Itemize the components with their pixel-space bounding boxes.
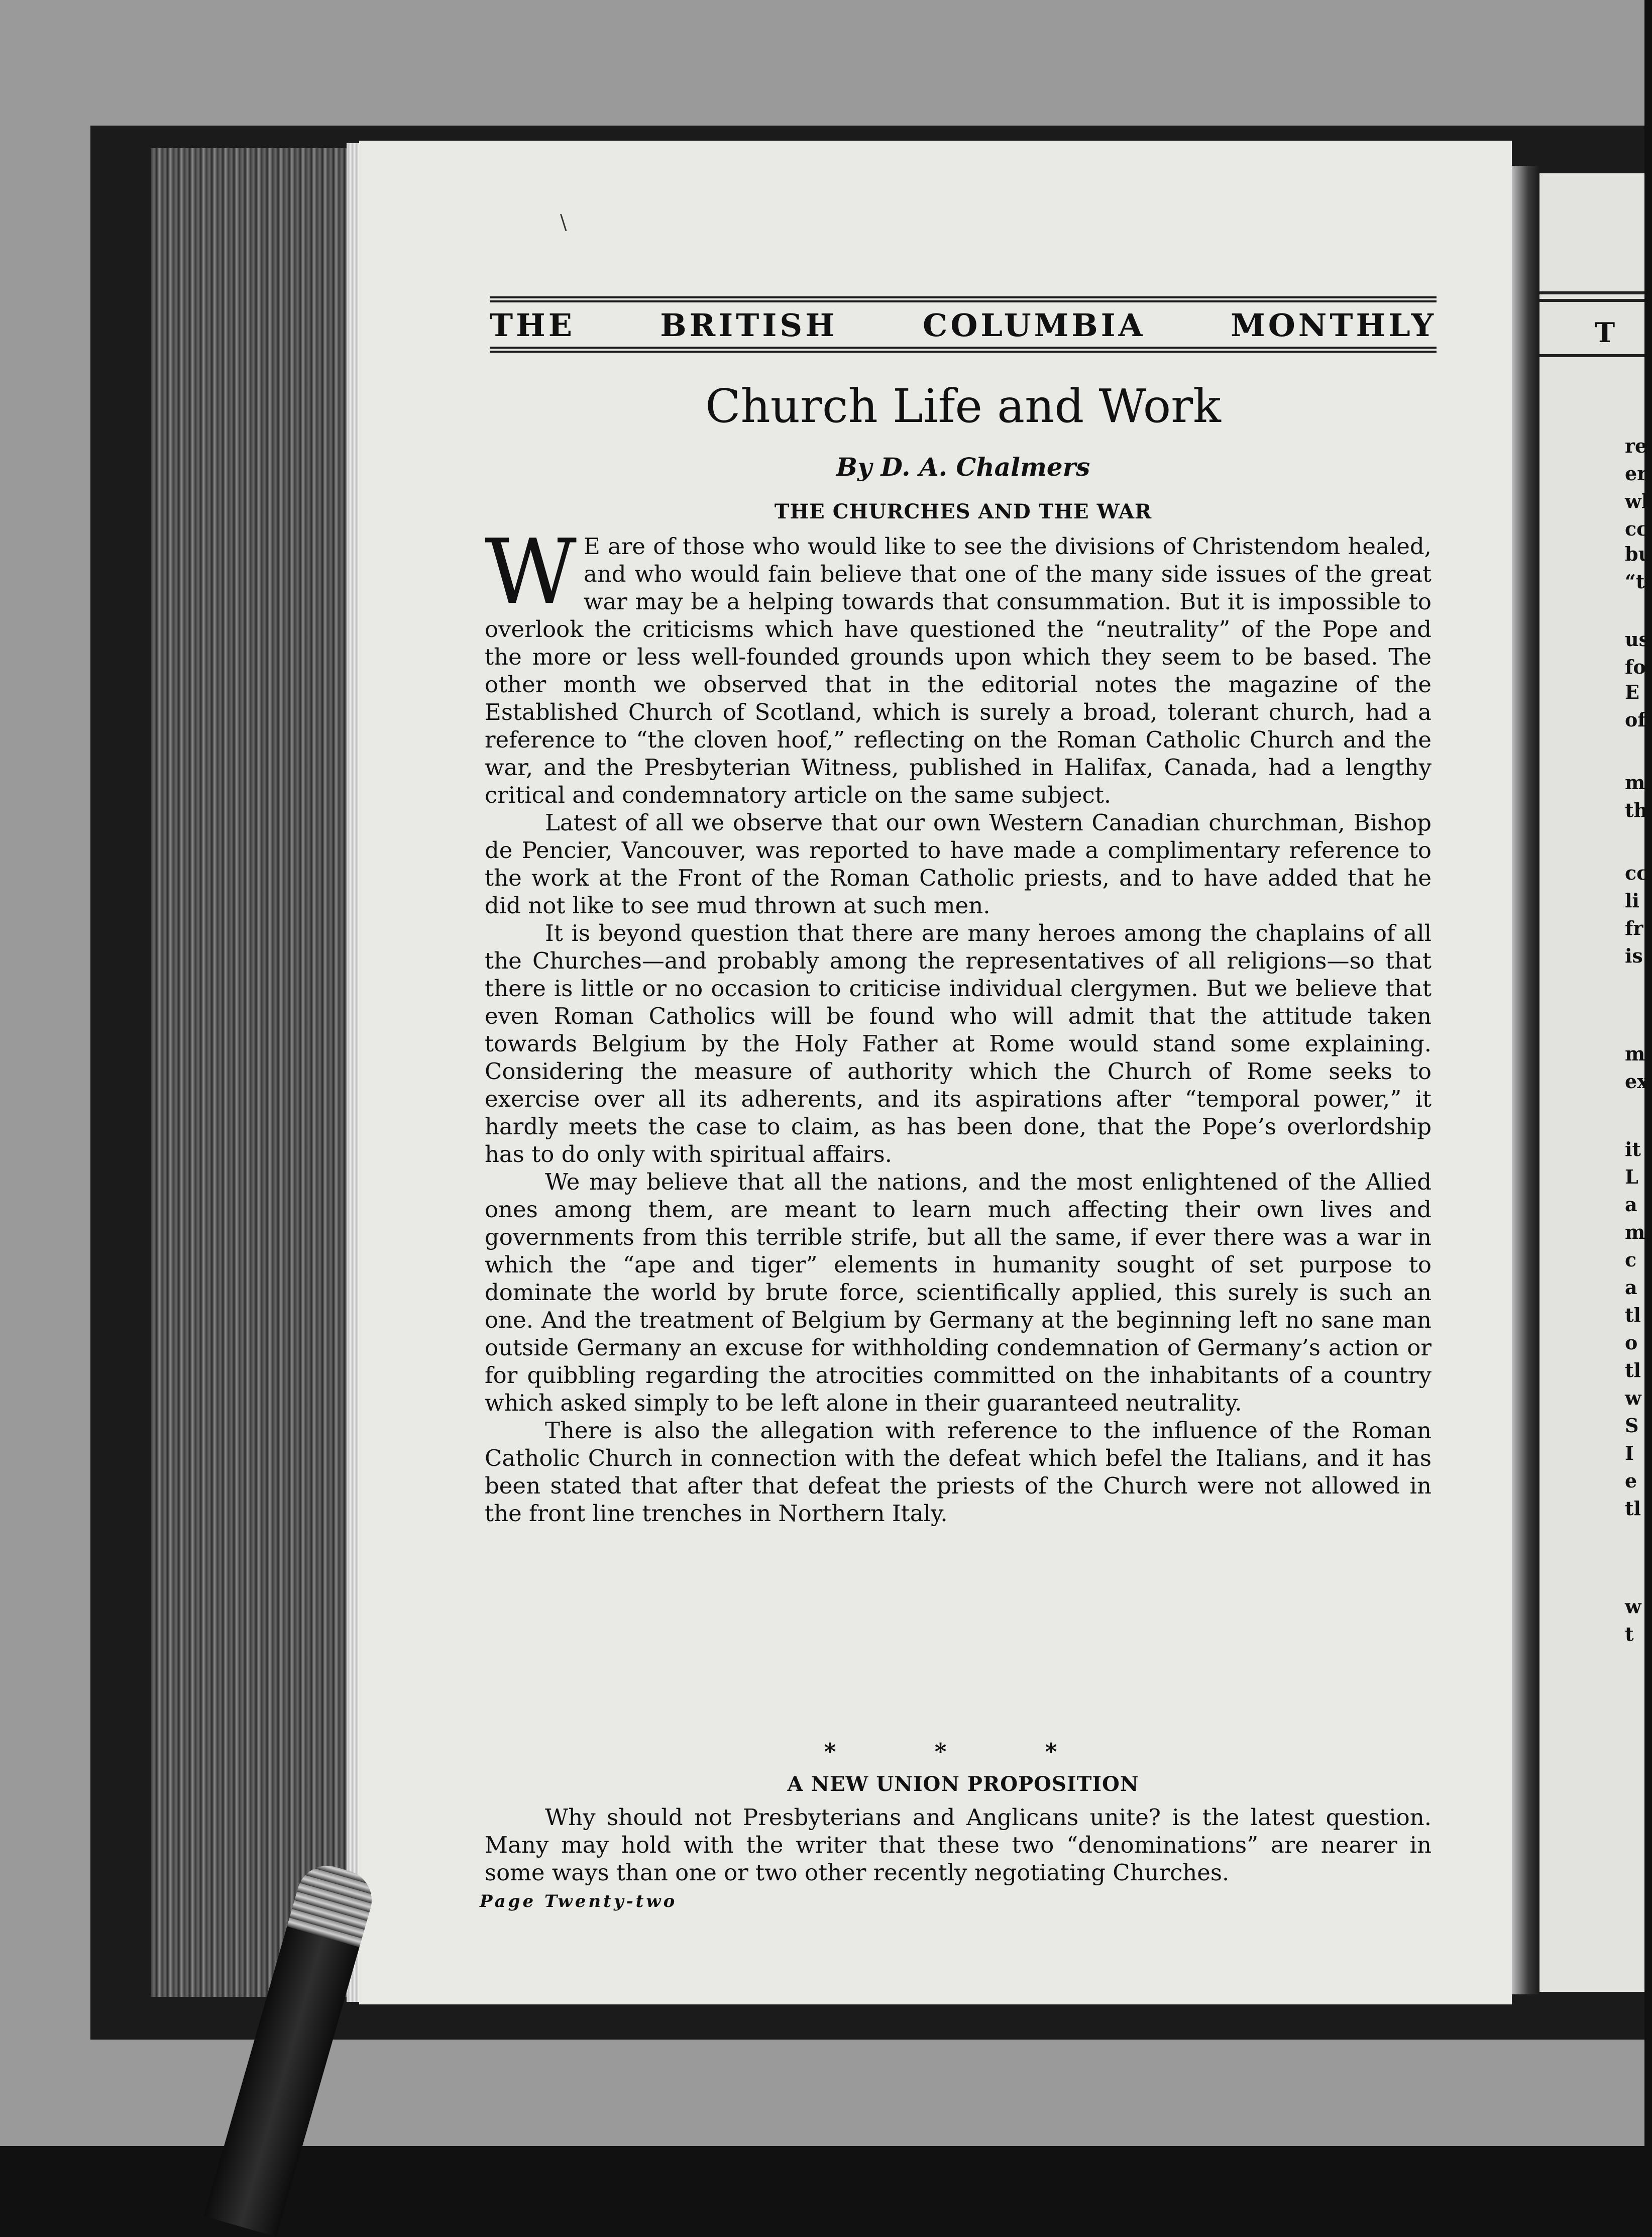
section-heading-churches-war: THE CHURCHES AND THE WAR [774, 500, 1152, 523]
facing-text-fragment: e [1625, 1469, 1637, 1492]
facing-text-fragment: th [1625, 799, 1648, 821]
facing-text-fragment: m [1625, 771, 1645, 794]
paragraph: We may believe that all the nations, and the most enlightened of the Allied ones among them, are meant to learn much affecting their own lives and governments from this terrible strife, but all the same, if ever there was a war in which the “ape and tiger” elements in humanity sought of set purpose to dominate the world by brute force, scientifically applied, this surely is such an one. And the treatment of Belgium by Germany at the beginning left no sane man outside Germany an excuse for withholding condemnation of Germany’s action or for quibbling regarding the atrocities committed on the inhabitants of a country which asked simply to be left alone in their guaranteed neutrality. [485, 1168, 1431, 1416]
facing-text-fragment: t [1625, 1623, 1634, 1645]
paragraph: Latest of all we observe that our own Western Canadian churchman, Bishop de Pencier, Vancouver, was reported to have made a complimentary reference to the work at the Front of the Roman Catholic priests, and to have added that he did not like to see mud thrown at such men. [485, 809, 1431, 919]
masthead-rule [490, 351, 1437, 353]
facing-text-fragment: of [1625, 708, 1646, 731]
facing-text-fragment: tl [1625, 1304, 1641, 1326]
page-fore-edge [151, 148, 357, 1997]
masthead-word: BRITISH [660, 307, 838, 344]
masthead-rule [490, 300, 1437, 302]
byline: By D. A. Chalmers [836, 452, 1090, 482]
masthead [490, 296, 1437, 355]
facing-text-fragment: w [1625, 1387, 1641, 1409]
facing-text-fragment: ex [1625, 1070, 1648, 1093]
section-body-churches-war [485, 520, 1431, 1527]
facing-header-letter: T [1595, 316, 1615, 349]
facing-text-fragment: wl [1625, 490, 1649, 512]
facing-text-fragment: fr [1625, 917, 1643, 939]
facing-page [1539, 173, 1652, 1992]
facing-text-fragment: er [1625, 462, 1647, 485]
facing-text-fragment: a [1625, 1193, 1637, 1216]
facing-text-fragment: E [1625, 681, 1639, 703]
facing-header-rule [1539, 354, 1644, 357]
page-blemish: \ [560, 211, 567, 234]
masthead-word: MONTHLY [1231, 307, 1437, 344]
section-heading-union: A NEW UNION PROPOSITION [787, 1772, 1139, 1796]
facing-header-rule [1539, 291, 1644, 294]
masthead-rule [490, 347, 1437, 349]
facing-text-fragment: fo [1625, 656, 1646, 678]
facing-text-fragment: a [1625, 1276, 1637, 1299]
facing-text-fragment: w [1625, 1595, 1641, 1618]
drop-cap: W [485, 520, 577, 624]
paragraph: It is beyond question that there are many heroes among the chaplains of all the Churches—and probably among the representatives of all religions—so that there is little or no occasion to criticise individual clergymen. But we believe that even Roman Catholics will be found who will admit that the attitude taken towards Belgium by the Holy Father at Rome would stand some explaining. Considering the measure of authority which the Church of Rome seeks to exercise over all its adherents, and its aspirations after “temporal power,” it hardly meets the case to claim, as has been done, that the Pope’s overlordship has to do only with spiritual affairs. [485, 920, 1431, 1167]
facing-text-fragment: it [1625, 1138, 1641, 1160]
facing-text-fragment: “t [1625, 570, 1645, 593]
paragraph [485, 520, 1431, 809]
paragraph: There is also the allegation with reference to the influence of the Roman Catholic Church in connection with the defeat which befel the Italians, and it has been stated that after that defeat the priests of the Church were not allowed in the front line trenches in Northern Italy. [485, 1417, 1431, 1527]
masthead-word: COLUMBIA [923, 307, 1146, 344]
section-separator: * * * [824, 1738, 1103, 1765]
paragraph-text: E are of those who would like to see the divisions of Christendom healed, and who would fain believe that one of the many side issues of the great war may be a helping towards that consummation. But it is impossible to overlook the criticisms which have questioned the “neutrality” of the Pope and the more or less well-founded grounds upon which they seem to be based. The other month we observed that in the editorial notes the magazine of the Established Church of Scotland, which is surely a broad, tolerant church, had a reference to “the cloven hoof,” reflecting on the Roman Catholic Church and the war, and the Presbyterian Witness, published in Halifax, Canada, had a lengthy critical and condemnatory article on the same subject. [485, 533, 1431, 808]
masthead-title [490, 304, 1437, 347]
facing-text-fragment: S [1625, 1414, 1639, 1437]
facing-text-fragment: L [1625, 1165, 1638, 1188]
facing-text-fragment: bu [1625, 543, 1652, 565]
facing-text-fragment: re [1625, 435, 1647, 457]
facing-text-fragment: is [1625, 944, 1643, 967]
article-title: Church Life and Work [705, 379, 1221, 433]
page-number-footer: Page Twenty-two [480, 1891, 678, 1911]
facing-text-fragment: m [1625, 1221, 1645, 1243]
facing-text-fragment: cc [1625, 517, 1648, 540]
facing-text-fragment: cc [1625, 862, 1648, 884]
paragraph: Why should not Presbyterians and Anglicans unite? is the latest question. Many may hold with the writer that these two “denominations” are nearer in some ways than one or two other recently negotiating Churches. [485, 1804, 1431, 1886]
masthead-rule [490, 296, 1437, 298]
section-body-union [485, 1803, 1431, 1886]
facing-text-fragment: o [1625, 1331, 1638, 1354]
facing-text-fragment: c [1625, 1248, 1637, 1271]
facing-text-fragment: m [1625, 1042, 1645, 1065]
book-gutter [1512, 166, 1539, 1994]
facing-header-rule [1539, 299, 1644, 302]
facing-text-fragment: li [1625, 889, 1639, 912]
facing-text-fragment: tl [1625, 1359, 1641, 1381]
masthead-word: THE [490, 307, 575, 344]
facing-text-fragment: tl [1625, 1497, 1641, 1520]
facing-text-fragment: I [1625, 1442, 1634, 1464]
facing-text-fragment: us [1625, 628, 1650, 651]
